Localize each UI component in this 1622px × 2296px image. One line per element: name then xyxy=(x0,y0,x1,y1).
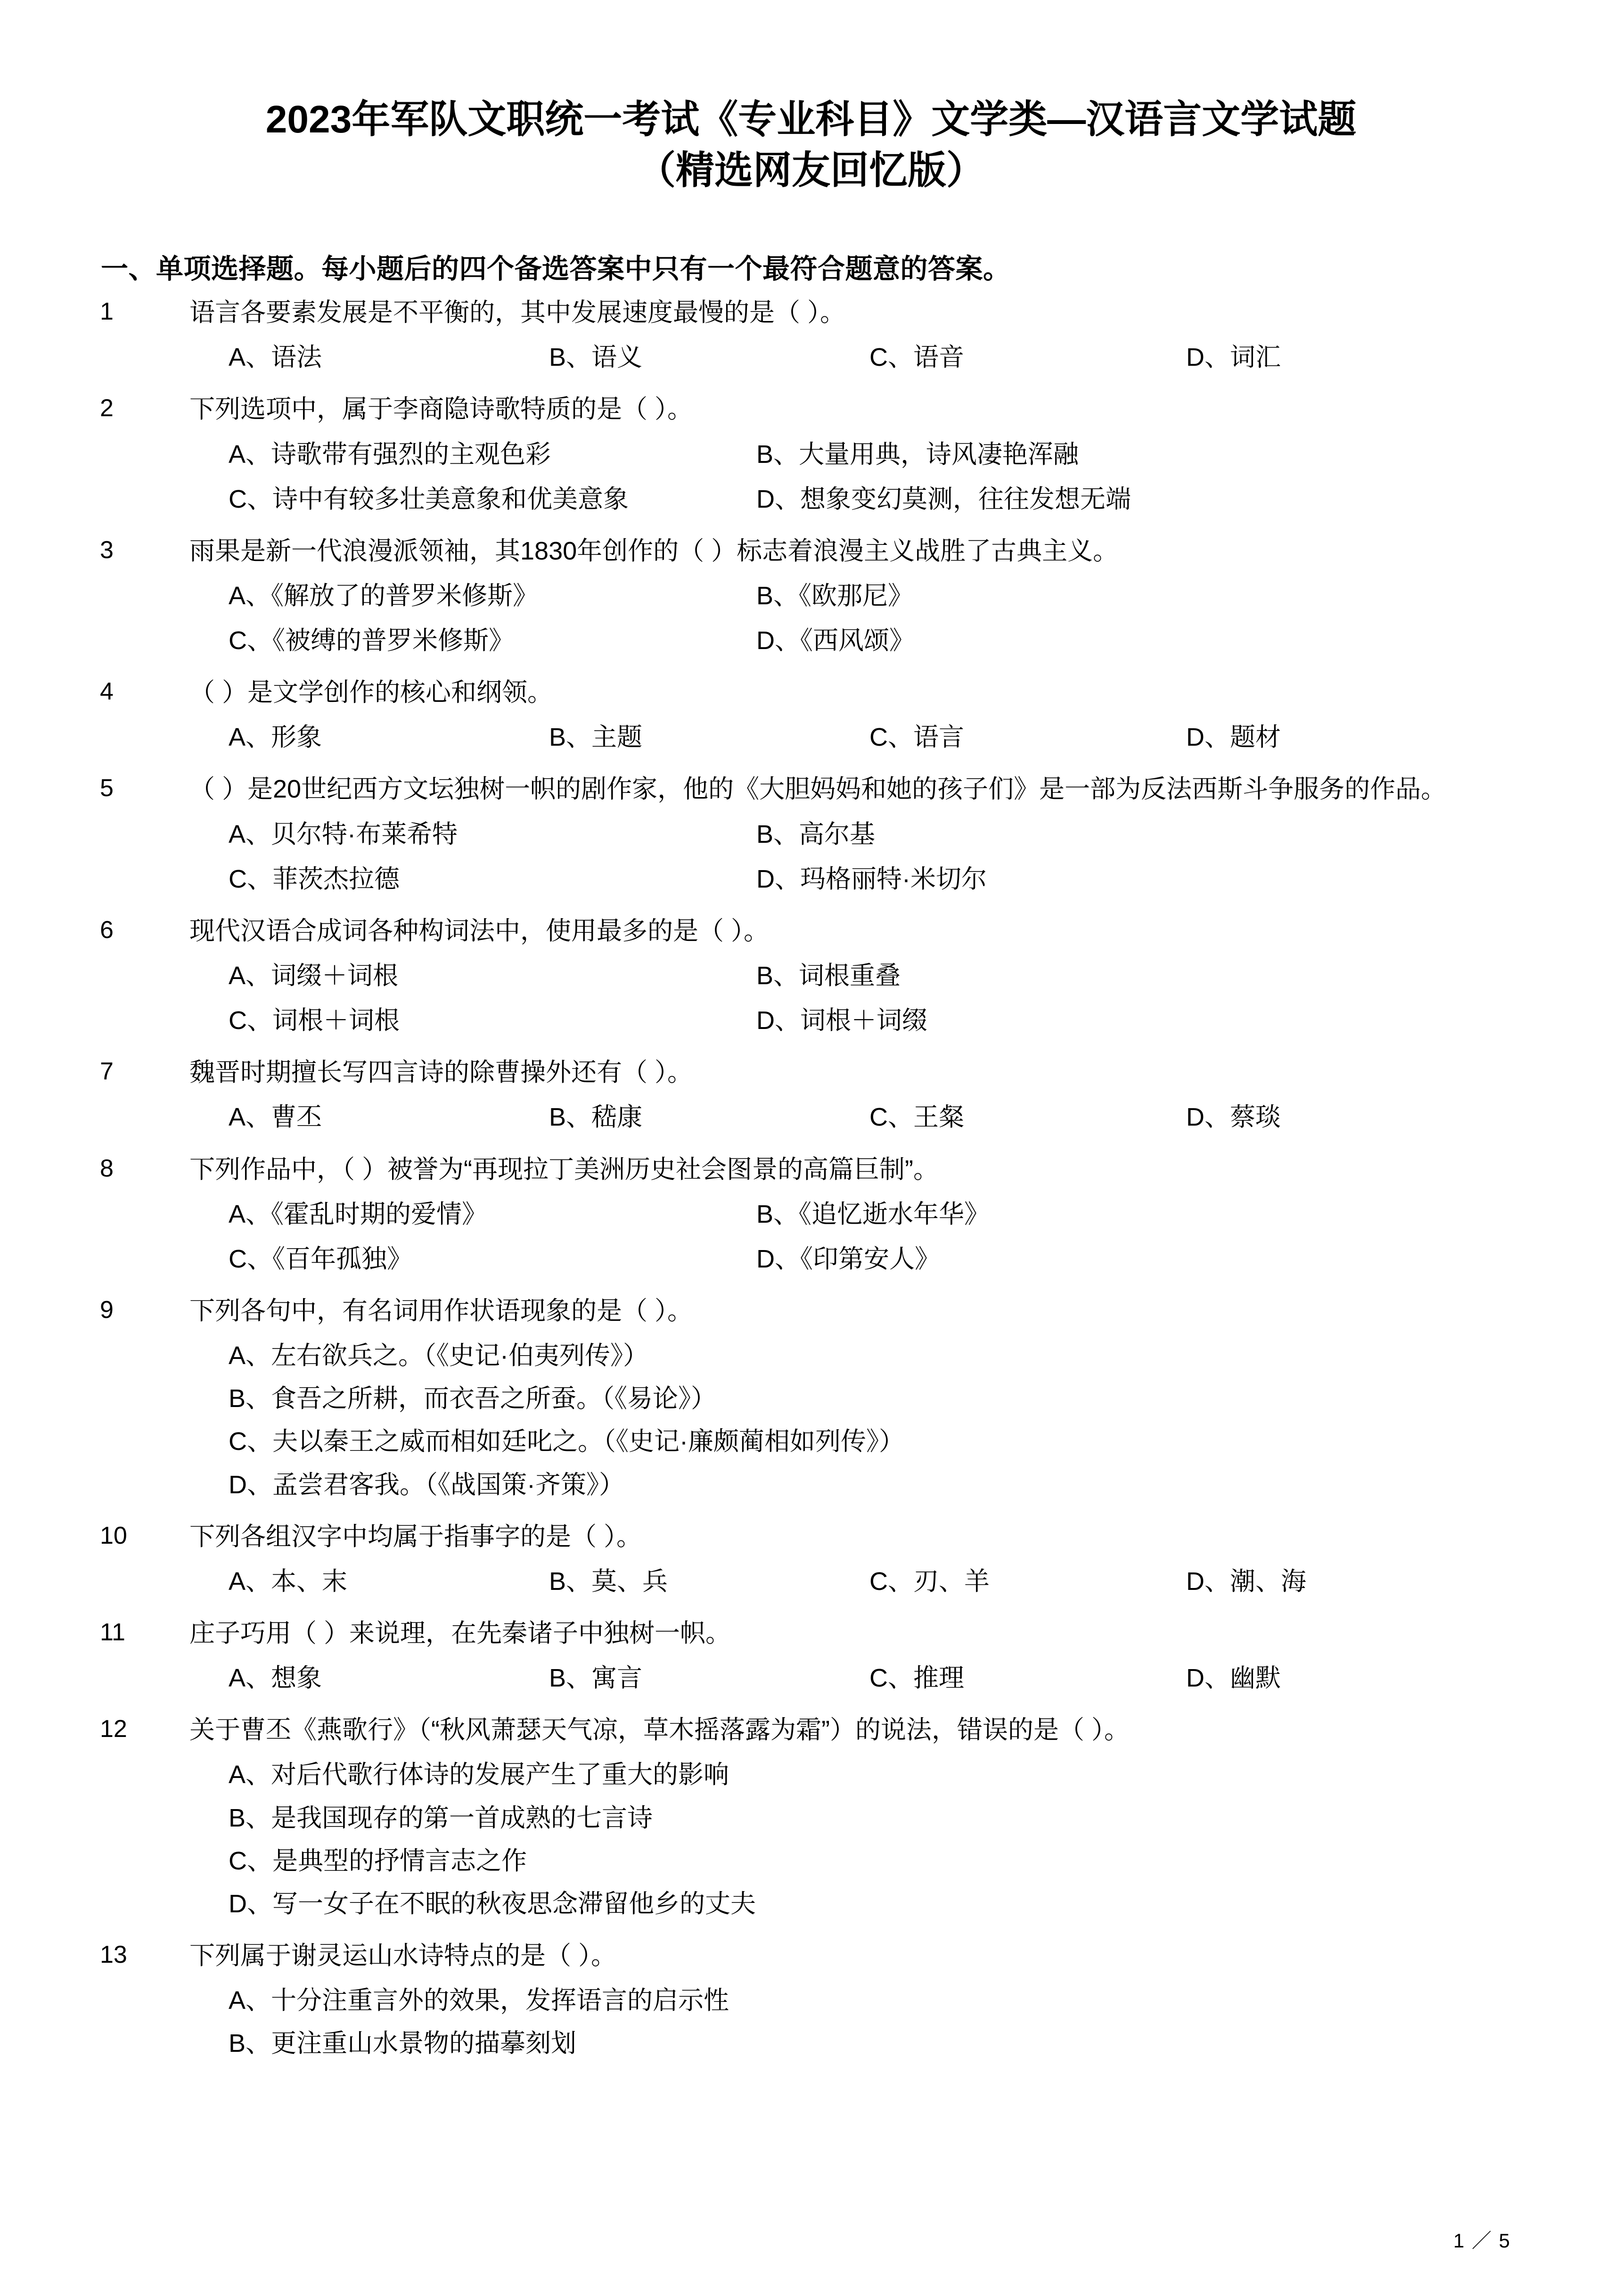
question-number: 8 xyxy=(100,1154,114,1182)
question-number: 5 xyxy=(100,774,114,802)
question-spacer xyxy=(99,896,1523,908)
question-item xyxy=(99,1294,1523,1514)
question-number: 10 xyxy=(100,1522,127,1549)
question-text: 下列各组汉字中均属于指事字的是（ ）。 xyxy=(189,1522,642,1551)
option-choice[interactable]: C、是典型的抒情言志之作 xyxy=(229,1846,527,1875)
question-spacer xyxy=(99,1695,1523,1707)
option-choice[interactable]: D、蔡琰 xyxy=(1186,1103,1281,1132)
option-choice[interactable]: D、幽默 xyxy=(1186,1664,1281,1693)
option-choice[interactable]: B、语义 xyxy=(549,343,643,372)
option-group xyxy=(99,341,1523,374)
option-choice[interactable]: A、十分注重言外的效果，发挥语言的启示性 xyxy=(229,1986,729,2015)
page-number-footer: 1 ／ 5 xyxy=(1453,2230,1511,2252)
option-group xyxy=(99,1662,1523,1695)
question-stem xyxy=(99,393,1523,426)
question-number: 4 xyxy=(100,678,114,706)
question-spacer xyxy=(99,657,1523,669)
question-number: 11 xyxy=(100,1618,125,1646)
question-text: （ ）是20世纪西方文坛独树一帜的剧作家，他的《大胆妈妈和她的孩子们》是一部为反法西斯斗争服务的作品。 xyxy=(189,775,1447,804)
question-stem xyxy=(99,1617,1523,1650)
option-choice[interactable]: D、《西风颂》 xyxy=(756,626,915,655)
option-choice[interactable]: A、《解放了的普罗米修斯》 xyxy=(229,581,539,610)
section-heading: 一、单项选择题。每小题后的四个备选答案中只有一个最符合题意的答案。 xyxy=(101,254,1011,285)
question-number: 7 xyxy=(100,1058,114,1086)
question-stem xyxy=(99,1294,1523,1327)
question-spacer xyxy=(99,374,1523,386)
option-group xyxy=(99,1565,1523,1598)
question-item xyxy=(99,1617,1523,1707)
option-group xyxy=(99,1198,1523,1276)
question-stem xyxy=(99,296,1523,329)
option-group xyxy=(99,1340,1523,1501)
question-item xyxy=(99,535,1523,669)
option-group xyxy=(99,960,1523,1037)
question-text: 庄子巧用（ ）来说理，在先秦诸子中独树一帜。 xyxy=(189,1619,731,1647)
option-group xyxy=(99,438,1523,516)
option-choice[interactable]: B、主题 xyxy=(549,723,643,752)
question-text: 下列各句中，有名词用作状语现象的是（ ）。 xyxy=(189,1296,693,1325)
option-choice[interactable]: A、词缀＋词根 xyxy=(229,962,399,990)
question-item xyxy=(99,676,1523,766)
question-text: 下列属于谢灵运山水诗特点的是（ ）。 xyxy=(189,1941,617,1970)
question-stem xyxy=(99,773,1523,806)
option-group xyxy=(99,1759,1523,1920)
option-choice[interactable]: C、菲茨杰拉德 xyxy=(229,864,400,893)
option-group xyxy=(99,580,1523,657)
question-text: 魏晋时期擅长写四言诗的除曹操外还有（ ）。 xyxy=(189,1058,693,1087)
option-choice[interactable]: C、《百年孤独》 xyxy=(229,1244,412,1273)
option-choice[interactable]: B、《欧那尼》 xyxy=(756,581,914,610)
option-choice[interactable]: B、高尔基 xyxy=(756,820,876,848)
option-choice[interactable]: D、词根＋词缀 xyxy=(756,1006,927,1035)
option-choice[interactable]: A、本、末 xyxy=(229,1567,348,1596)
question-text: 雨果是新一代浪漫派领袖，其1830年创作的（ ）标志着浪漫主义战胜了古典主义。 xyxy=(189,536,1119,565)
question-spacer xyxy=(99,516,1523,528)
question-spacer xyxy=(99,2060,1523,2072)
option-choice[interactable]: B、食吾之所耕，而衣吾之所蚕。（《易论》） xyxy=(229,1384,717,1413)
question-spacer xyxy=(99,1598,1523,1610)
question-stem xyxy=(99,1153,1523,1186)
option-choice[interactable]: D、词汇 xyxy=(1186,343,1281,372)
option-choice[interactable]: A、形象 xyxy=(229,723,322,752)
question-number: 12 xyxy=(100,1715,127,1743)
question-spacer xyxy=(99,1134,1523,1146)
page-title-line-1: 2023年军队文职统一考试《专业科目》文学类—汉语言文学试题 xyxy=(265,98,1357,141)
question-number: 9 xyxy=(100,1296,114,1324)
option-choice[interactable]: D、想象变幻莫测，往往发想无端 xyxy=(756,485,1131,513)
option-choice[interactable]: B、《追忆逝水年华》 xyxy=(756,1200,990,1228)
question-item xyxy=(99,1056,1523,1146)
question-text: 关于曹丕《燕歌行》（“秋风萧瑟天气凉，草木摇落露为霜”）的说法，错误的是（ ）。 xyxy=(189,1716,1130,1745)
option-choice[interactable]: B、嵇康 xyxy=(549,1103,643,1132)
option-choice[interactable]: A、诗歌带有强烈的主观色彩 xyxy=(229,440,551,469)
question-spacer xyxy=(99,1501,1523,1514)
option-choice[interactable]: C、诗中有较多壮美意象和优美意象 xyxy=(229,485,629,513)
option-choice[interactable]: C、推理 xyxy=(869,1664,964,1693)
question-item xyxy=(99,1939,1523,2072)
option-choice[interactable]: B、更注重山水景物的描摹刻划 xyxy=(229,2029,577,2058)
option-choice[interactable]: D、潮、海 xyxy=(1186,1567,1306,1596)
question-item xyxy=(99,1153,1523,1288)
question-text: 下列选项中，属于李商隐诗歌特质的是（ ）。 xyxy=(189,395,693,424)
question-item xyxy=(99,296,1523,386)
question-spacer xyxy=(99,754,1523,766)
question-number: 6 xyxy=(100,916,114,944)
option-choice[interactable]: A、语法 xyxy=(229,343,322,372)
option-choice[interactable]: A、想象 xyxy=(229,1664,322,1693)
question-item xyxy=(99,773,1523,907)
option-choice[interactable]: C、刃、羊 xyxy=(869,1567,990,1596)
question-item xyxy=(99,914,1523,1049)
question-text: 下列作品中，（ ）被誉为“再现拉丁美洲历史社会图景的高篇巨制”。 xyxy=(189,1155,939,1184)
option-choice[interactable]: C、词根＋词根 xyxy=(229,1006,400,1035)
option-group xyxy=(99,1101,1523,1134)
question-number: 1 xyxy=(100,298,114,326)
question-stem xyxy=(99,676,1523,709)
option-choice[interactable]: C、《被缚的普罗米修斯》 xyxy=(229,626,514,655)
option-choice[interactable]: A、《霍乱时期的爱情》 xyxy=(229,1200,488,1228)
option-choice[interactable]: A、左右欲兵之。（《史记·伯夷列传》） xyxy=(229,1341,648,1370)
question-stem xyxy=(99,1520,1523,1553)
question-text: 现代汉语合成词各种构词法中，使用最多的是（ ）。 xyxy=(189,916,770,945)
option-choice[interactable]: A、贝尔特·布莱希特 xyxy=(229,820,458,848)
question-stem xyxy=(99,535,1523,568)
option-choice[interactable]: D、题材 xyxy=(1186,723,1281,752)
question-spacer xyxy=(99,1920,1523,1933)
question-list xyxy=(99,296,1523,2072)
question-number: 2 xyxy=(100,395,114,422)
option-choice[interactable]: C、语音 xyxy=(869,343,964,372)
option-choice[interactable]: B、是我国现存的第一首成熟的七言诗 xyxy=(229,1803,653,1832)
option-choice[interactable]: A、对后代歌行体诗的发展产生了重大的影响 xyxy=(229,1761,729,1789)
option-group xyxy=(99,818,1523,896)
question-stem xyxy=(99,1939,1523,1972)
option-choice[interactable]: C、夫以秦王之威而相如廷叱之。（《史记·廉颇蔺相如列传》） xyxy=(229,1427,904,1456)
option-choice[interactable]: B、大量用典，诗风凄艳浑融 xyxy=(756,440,1079,469)
question-number: 3 xyxy=(100,536,114,564)
page-title-line-2: （精选网友回忆版） xyxy=(637,149,985,192)
question-text: （ ）是文学创作的核心和纲领。 xyxy=(189,678,553,707)
option-choice[interactable]: B、寓言 xyxy=(549,1664,643,1693)
question-item xyxy=(99,393,1523,527)
option-choice[interactable]: B、莫、兵 xyxy=(549,1567,668,1596)
option-choice[interactable]: B、词根重叠 xyxy=(756,962,901,990)
question-text: 语言各要素发展是不平衡的，其中发展速度最慢的是（ ）。 xyxy=(189,298,846,327)
option-choice[interactable]: D、写一女子在不眠的秋夜思念滞留他乡的丈夫 xyxy=(229,1889,756,1918)
question-spacer xyxy=(99,1037,1523,1049)
question-stem xyxy=(99,914,1523,947)
option-choice[interactable]: C、王粲 xyxy=(869,1103,964,1132)
question-stem xyxy=(99,1056,1523,1089)
option-choice[interactable]: C、语言 xyxy=(869,723,964,752)
option-choice[interactable]: D、玛格丽特·米切尔 xyxy=(756,864,987,893)
question-stem xyxy=(99,1713,1523,1746)
page-title xyxy=(99,94,1523,196)
question-item xyxy=(99,1713,1523,1933)
question-spacer xyxy=(99,1276,1523,1288)
option-choice[interactable]: D、孟尝君客我。（《战国策·齐策》） xyxy=(229,1470,624,1499)
option-group xyxy=(99,1984,1523,2060)
question-number: 13 xyxy=(100,1941,127,1968)
question-item xyxy=(99,1520,1523,1610)
option-choice[interactable]: A、曹丕 xyxy=(229,1103,322,1132)
option-group xyxy=(99,721,1523,754)
option-choice[interactable]: D、《印第安人》 xyxy=(756,1244,940,1273)
